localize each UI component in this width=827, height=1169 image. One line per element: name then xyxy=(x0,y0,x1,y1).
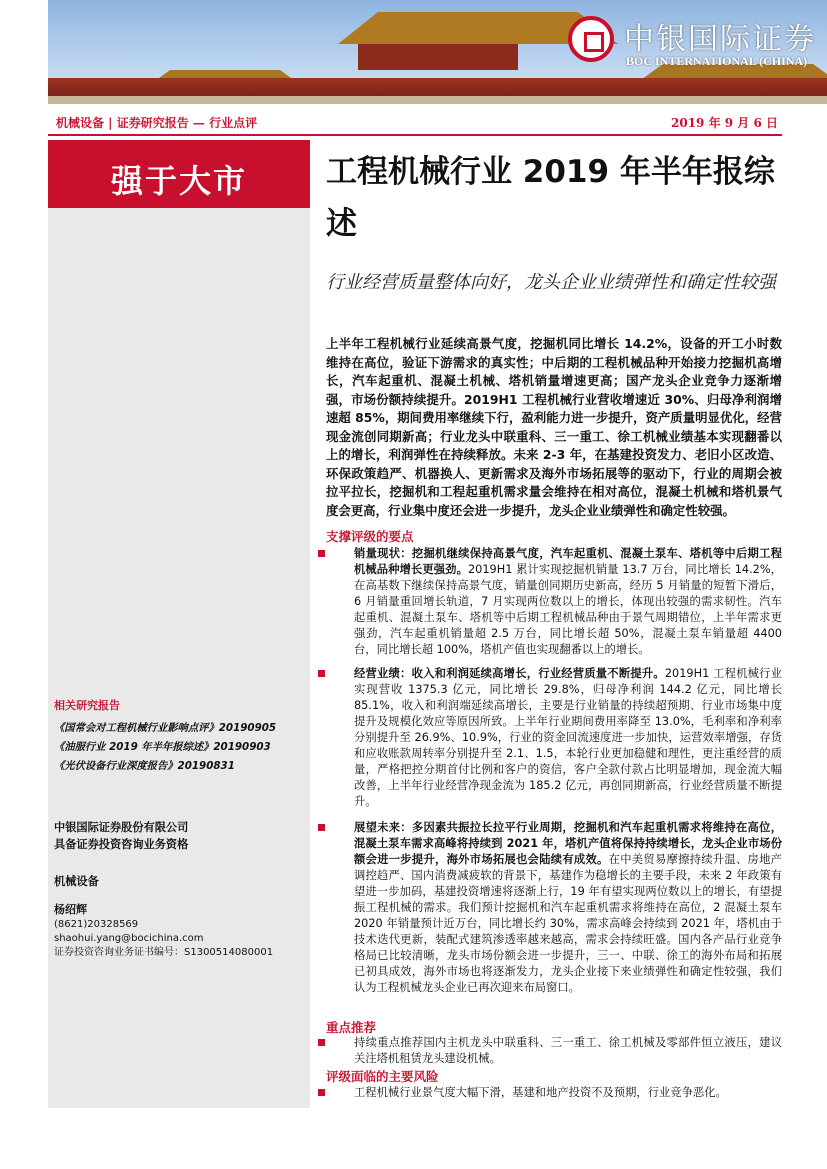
related-reports-heading: 相关研究报告 xyxy=(54,699,120,712)
bullet-body: 2019H1 累计实现挖掘机销量 13.7 万台，同比增长 14.2%，在高基数下继续保持高景气度，销量创同期历史新高，经历 5 月销量的短暂下滑后，6 月销量重回增长轨道，7 月实现两位数以上的增长，体现出较强的需求韧性。汽车起重机、混凝土泵车、塔机等中后期工程机械品种由于景气周期错位，上半年需求更强劲，汽车起重机销量超 2.5 万台，同比增长超 50%，混凝土泵车销量超 4400 台，同比增长超 100%，塔机产值也实现翻番以上的增长。 xyxy=(354,563,782,656)
report-header xyxy=(48,112,782,136)
section-support-heading: 支撑评级的要点 xyxy=(326,529,414,544)
analyst-name: 杨绍辉 xyxy=(54,903,87,916)
bullet-square-icon xyxy=(318,550,325,557)
risk-text: 工程机械行业景气度大幅下滑，基建和地产投资不及预期，行业竞争恶化。 xyxy=(354,1086,727,1099)
rating-box xyxy=(48,140,310,208)
bullet-lead: 展望未来：多因素共振拉长拉平行业周期，挖掘机和汽车起重机需求将维持在高位，混凝土泵车需求高峰将持续到 2021 年，塔机产值将保持持续增长，龙头企业市场份额会进一步提升，海外市场拓展也会陆续有成效。 xyxy=(354,821,782,866)
analyst-phone: (8621)20328569 xyxy=(54,919,139,930)
palace-hall xyxy=(358,44,518,70)
bullet-lead: 销量现状：挖掘机继续保持高景气度，汽车起重机、混凝土泵车、塔机等中后期工程机械品种增长更强劲。 xyxy=(354,547,782,576)
related-report-item[interactable]: 《国常会对工程机械行业影响点评》20190905 xyxy=(54,722,277,734)
related-report-item[interactable]: 《油服行业 2019 年半年报综述》20190903 xyxy=(54,741,271,753)
bullet-risk xyxy=(318,1085,782,1101)
analyst-cert: 证券投资咨询业务证书编号：S1300514080001 xyxy=(54,947,274,958)
boc-logo-icon xyxy=(568,16,614,62)
summary-paragraph: 上半年工程机械行业延续高景气度，挖掘机同比增长 14.2%，设备的开工小时数维持在高位，验证下游需求的真实性；中后期的工程机械品种开始接力挖掘机高增长，汽车起重机、混凝土机械、塔机销量增速更高；国产龙头企业竞争力逐渐增强，市场份额持续提升。2019H1 工程机械行业营收增速近 30%、归母净利润增速超 85%，期间费用率继续下行，盈利能力进一步提升，资产质量明显优化，经营现金流创同期新高；行业龙头中联重科、三一重工、徐工机械业绩基本实现翻番以上的增长，利润弹性在持续释放。未来 2-3 年，在基建投资发力、老旧小区改造、环保政策趋严、机器换人、更新需求及海外市场拓展等的驱动下，行业的周期会被拉平拉长，挖掘机和工程起重机需求量会维持在相对高位，混凝土机械和塔机景气度会更高，行业集中度还会进一步提升，龙头企业业绩弹性和确定性较强。 xyxy=(326,336,782,518)
report-title: 工程机械行业 2019 年半年报综述 xyxy=(326,154,775,242)
header-banner xyxy=(48,0,827,104)
bullet-performance xyxy=(318,666,782,810)
section-recommend-heading: 重点推荐 xyxy=(326,1020,377,1035)
company-name: 中银国际证券股份有限公司 xyxy=(54,821,189,834)
related-report-item[interactable]: 《光伏设备行业深度报告》20190831 xyxy=(54,760,235,772)
bullet-square-icon xyxy=(318,670,325,677)
brand-logo xyxy=(568,14,827,74)
industry-name: 机械设备 xyxy=(54,875,99,888)
bullet-outlook xyxy=(318,820,782,996)
related-reports xyxy=(54,697,306,776)
industry-label xyxy=(54,873,306,890)
report-date: 2019 年 9 月 6 日 xyxy=(671,116,778,130)
bullet-sales xyxy=(318,546,782,658)
rating-label: 强于大市 xyxy=(110,162,247,200)
company-info xyxy=(54,819,306,853)
analyst-email[interactable]: shaohui.yang@bocichina.com xyxy=(54,933,204,944)
report-subtitle: 行业经营质量整体向好，龙头企业业绩弹性和确定性较强 xyxy=(326,272,776,293)
bullet-body: 2019H1 工程机械行业实现营收 1375.3 亿元，同比增长 29.8%，归母净利润 144.2 亿元，同比增长 85.1%，收入和利润端延续高增长，主要是行业销量的持续超预期、行业市场集中度提升及规模化效应等原因所致。上半年行业期间费用率降至 13.0%，毛利率和净利率分别提升至 26.9%、10.9%，行业的资金回流速度进一步加快，运营效率增强，存货和应收账款周转率分别提升至 2.1、1.5，本轮行业更加稳健和理性，更注重经营的质量，严格把控分期首付比例和客户的资信，客户全款付款占比明显增加，现金流大幅改善，上半年行业经营净现金流为 185.2 亿元，再创同期新高，行业经营质量不断提升。 xyxy=(354,667,782,808)
bullet-square-icon xyxy=(318,1089,325,1096)
section-risk-heading: 评级面临的主要风险 xyxy=(326,1069,439,1084)
bullet-lead: 经营业绩：收入和利润延续高增长，行业经营质量不断提升。 xyxy=(354,667,665,680)
report-category: 机械设备 | 证券研究报告 — 行业点评 xyxy=(56,116,258,130)
sidebar-panel xyxy=(48,208,310,1108)
brand-name-cn: 中银国际证券 xyxy=(624,22,816,57)
bullet-recommend xyxy=(318,1035,782,1067)
recommend-text: 持续重点推荐国内主机龙头中联重科、三一重工、徐工机械及零部件恒立液压，建议关注塔机租赁龙头建设机械。 xyxy=(354,1036,782,1065)
brand-name-en: BOC INTERNATIONAL (CHINA) xyxy=(626,54,808,68)
bullet-square-icon xyxy=(318,1039,325,1046)
analyst-info xyxy=(54,903,306,960)
bullet-square-icon xyxy=(318,824,325,831)
bullet-body: 在中美贸易摩擦持续升温、房地产调控趋严、国内消费减疲软的背景下，基建作为稳增长的主要手段，未来 2 年政策有望进一步加码，基建投资增速将逐渐上行，19 年有望实现两位数以上的增长，有望提振工程机械的需求。我们预计挖掘机和汽车起重机需求将维持在高位，2 混凝土泵车 2020 年销量预计近万台，同比增长约 30%，需求高峰会持续到 2021 年，塔机由于技术迭代更新，装配式建筑渗透率越来越高，需求会持续旺盛。国内各产品行业竞争格局已比较清晰，龙头市场份额会进一步提升，三一、中联、徐工的海外布局和拓展已初具成效，海外市场也将逐渐发力，龙头企业接下来业绩弹性和确定性较强，我们认为工程机械龙头企业已再次迎来布局窗口。 xyxy=(354,853,782,994)
company-qualification: 具备证券投资咨询业务资格 xyxy=(54,838,189,851)
ground-strip xyxy=(48,96,827,104)
